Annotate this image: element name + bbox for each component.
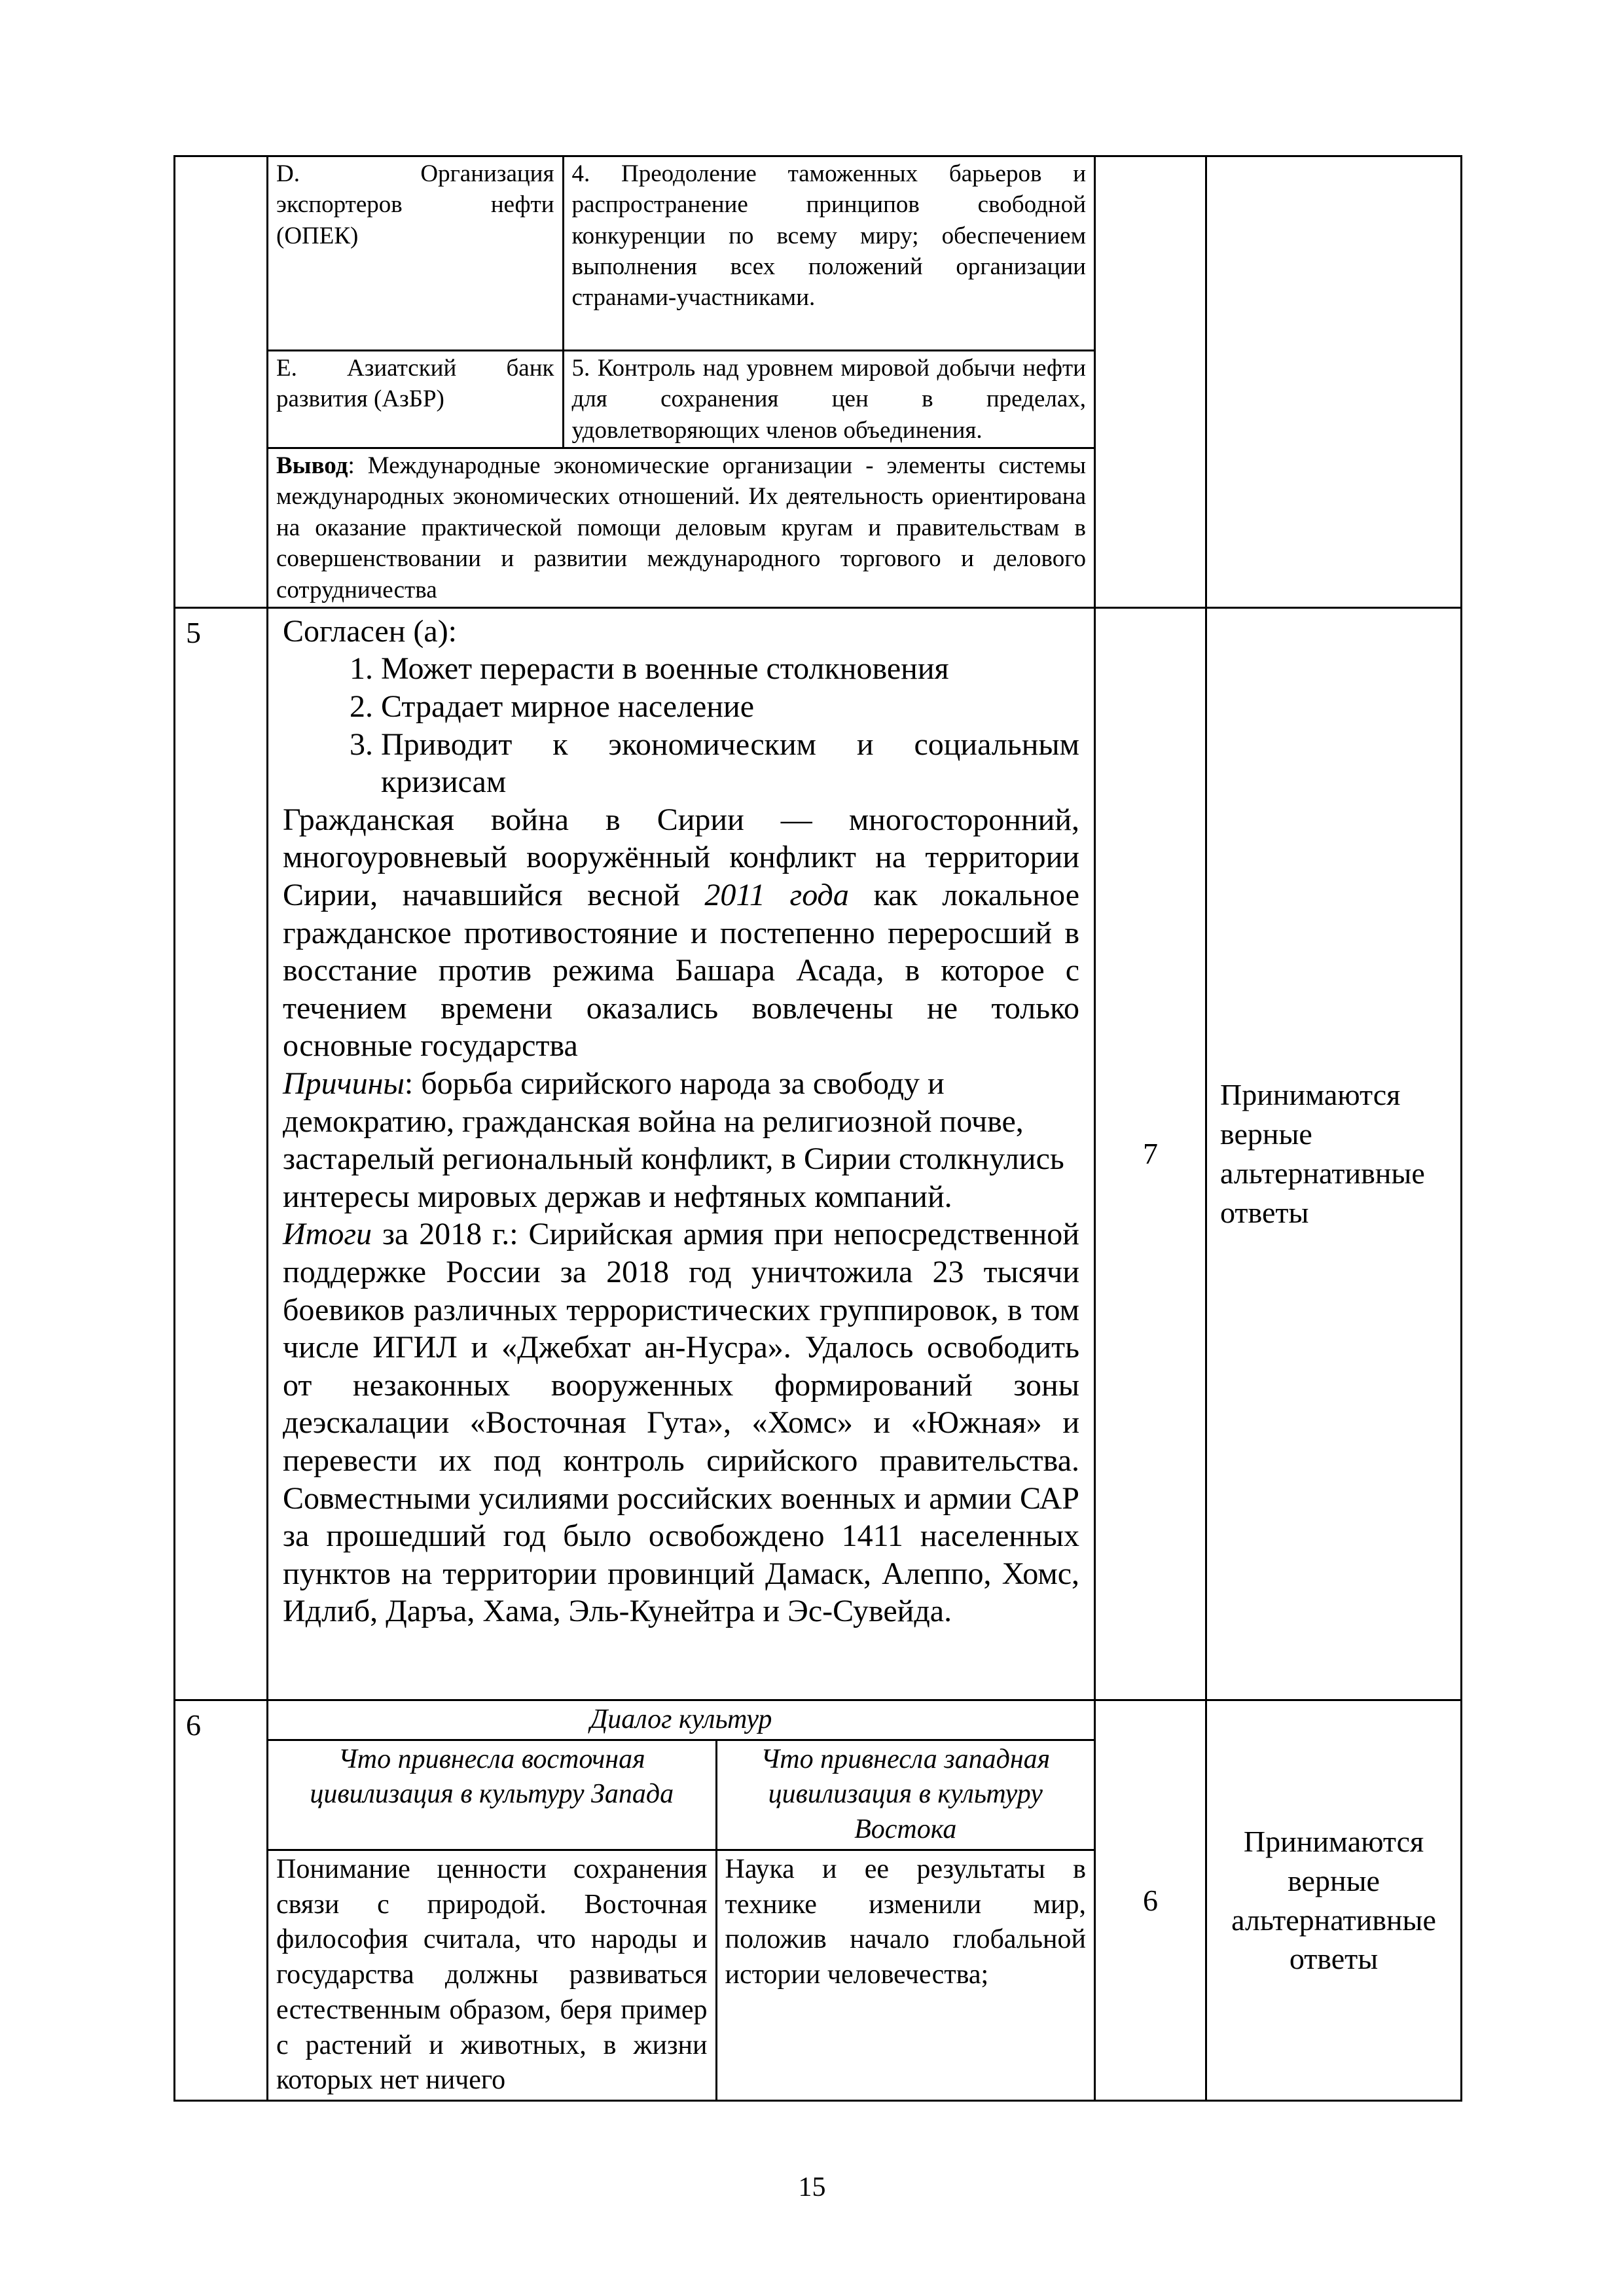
conclusion-row xyxy=(268,448,1094,607)
function-cell: 5. Контроль над уровнем мировой добычи нефти для сохранения цен в пределах, удовлетворяющих членов объединения. xyxy=(563,351,1094,448)
column-headers-row xyxy=(268,1740,1094,1850)
east-to-west-header: Что привнесла восточная цивилизация в культуру Запада xyxy=(268,1740,716,1850)
row-number: 6 xyxy=(175,1700,268,2100)
answers-table xyxy=(173,155,1462,2102)
causes-paragraph xyxy=(283,1065,1079,1215)
grading-note: Принимаются верные альтернативные ответы xyxy=(1206,607,1462,1700)
points-cell xyxy=(1095,156,1206,608)
matching-row xyxy=(268,351,1094,448)
matching-table xyxy=(268,157,1094,607)
list-item: 3. Приводит к экономическим и социальным кризисам xyxy=(381,726,1079,801)
east-to-west-text: Понимание ценности сохранения связи с природой. Восточная философия считала, что народы и государства должны развиваться естественным образом, беря пример с растений и животных, в жизни которых нет ничего xyxy=(268,1850,716,2100)
answer-text xyxy=(268,609,1094,1699)
organization-cell: D. Организация экспортеров нефти (ОПЕК) xyxy=(268,157,563,351)
west-to-east-text: Наука и ее результаты в технике изменили мир, положив начало глобальной истории человечества; xyxy=(716,1850,1094,2100)
agreement-intro: Согласен (а): xyxy=(283,613,458,649)
list-item: 2. Страдает мирное население xyxy=(381,688,1079,726)
syria-paragraph xyxy=(283,801,1079,1065)
table-row-6 xyxy=(175,1700,1462,2100)
causes-label: Причины xyxy=(283,1066,405,1101)
causes-text: : борьба сирийского народа за свободу и демократию, гражданская война на религиозной почве, застарелый региональный конфликт, в Сирии столкнулись интересы мировых держав и нефтяных компаний. xyxy=(283,1066,1064,1214)
matching-row xyxy=(268,157,1094,351)
table-row-5 xyxy=(175,607,1462,1700)
points-value: 7 xyxy=(1095,607,1206,1700)
reasons-list xyxy=(283,650,1079,800)
organization-cell: E. Азиатский банк развития (АзБР) xyxy=(268,351,563,448)
page-number: 15 xyxy=(798,2172,826,2202)
grading-note: Принимаются верные альтернативные ответы xyxy=(1206,1700,1462,2100)
results-label: Итоги xyxy=(283,1217,372,1252)
west-to-east-header: Что привнесла западная цивилизация в культуру Востока xyxy=(716,1740,1094,1850)
content-cell xyxy=(268,156,1095,608)
table-row-continuation xyxy=(175,156,1462,608)
content-cell xyxy=(268,1700,1095,2100)
function-cell: 4. Преодоление таможенных барьеров и распространение принципов свободной конкуренции по всему миру; обеспечением выполнения всех положений организации странами-участниками. xyxy=(563,157,1094,351)
content-cell xyxy=(268,607,1095,1700)
conclusion-text: : Международные экономические организации - элементы системы международных экономических отношений. Их деятельность ориентирована на оказание практической помощи деловым кругам и правительствам в совершенствовании и развитии международного торгового и делового сотрудничества xyxy=(276,452,1086,603)
note-cell xyxy=(1206,156,1462,608)
culture-dialog-table xyxy=(268,1701,1094,2100)
heading-row xyxy=(268,1701,1094,1740)
results-text: за 2018 г.: Сирийская армия при непосредственной поддержке России за 2018 год уничтожила 23 тысячи боевиков различных террористических группировок, в том числе ИГИЛ и «Джебхат ан-Нусра». Удалось освободить от незаконных вооруженных формирований зоны деэскалации «Восточная Гута», «Хомс» и «Южная» и перевести их под контроль сирийского правительства. Совместными усилиями российских военных и армии САР за прошедший год было освобождено 1411 населенных пунктов на территории провинций Дамаск, Алеппо, Хомс, Идлиб, Даръа, Хама, Эль-Кунейтра и Эс-Сувейда. xyxy=(283,1217,1079,1629)
points-value: 6 xyxy=(1095,1700,1206,2100)
paragraph-text: как локальное гражданское противостояние и постепенно переросший в восстание против режима Башара Асада, в которое с течением времени оказались вовлечены не только основные государства xyxy=(283,878,1079,1064)
results-paragraph xyxy=(283,1215,1079,1630)
content-row xyxy=(268,1850,1094,2100)
dialog-heading: Диалог культур xyxy=(268,1701,1094,1740)
year-text: 2011 года xyxy=(704,878,849,913)
paragraph-text: Гражданская война в Сирии — многосторонний, многоуровневый вооружённый конфликт на территории Сирии, начавшийся весной xyxy=(283,802,1079,913)
conclusion-label: Вывод xyxy=(276,452,348,480)
row-number-cell xyxy=(175,156,268,608)
list-item: 1. Может перерасти в военные столкновения xyxy=(381,650,1079,688)
conclusion-cell xyxy=(268,448,1094,607)
row-number: 5 xyxy=(175,607,268,1700)
